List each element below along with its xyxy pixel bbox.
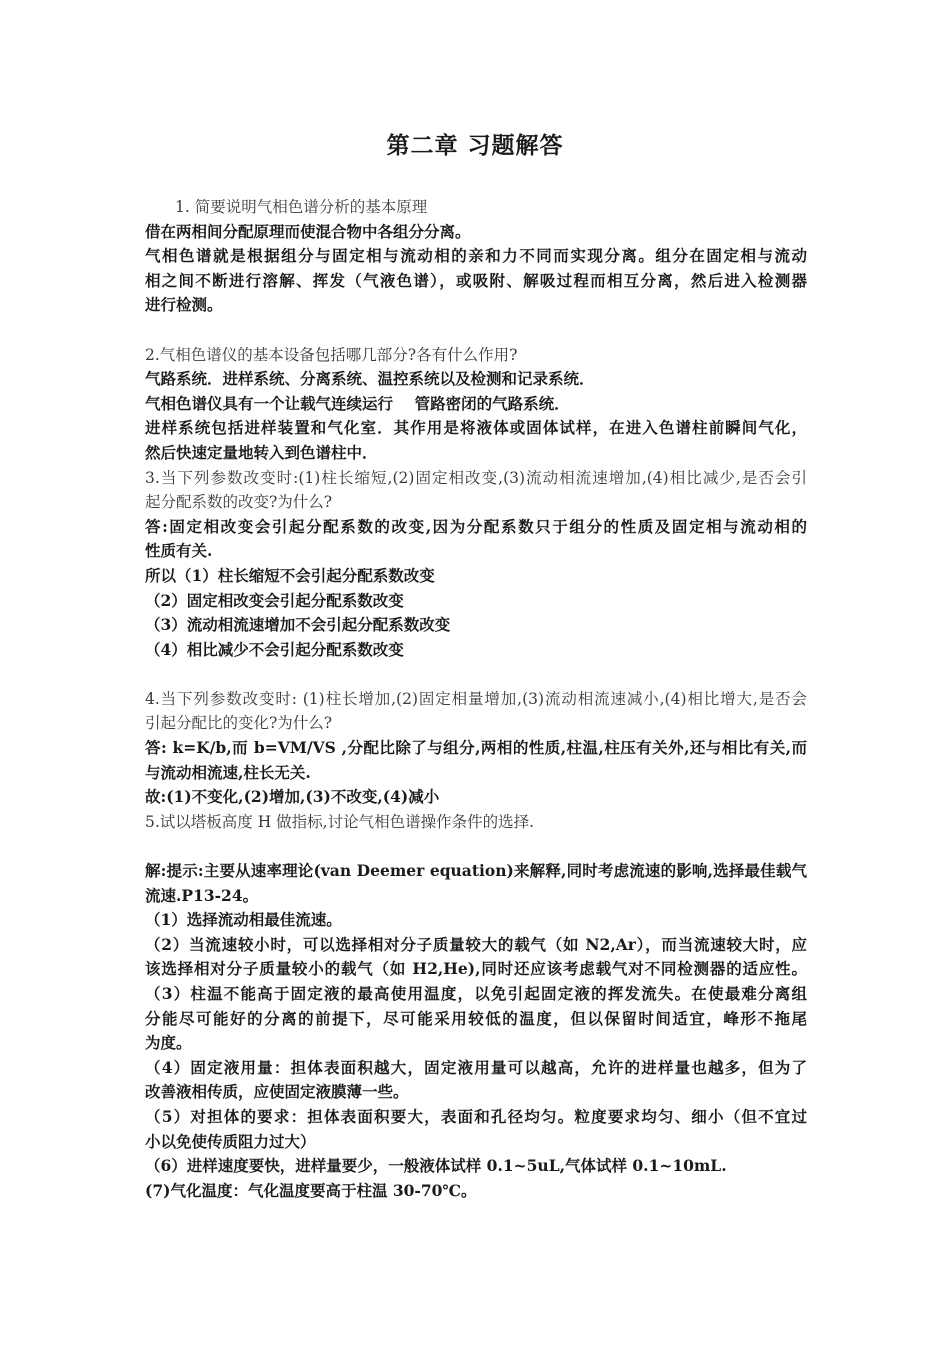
answer-5-line: 解:提示:主要从速率理论(van Deemer equation)来解释,同时考虑流速的影响,选择最佳载气 xyxy=(145,861,807,881)
spacer xyxy=(145,318,807,343)
question-4-cont: 引起分配比的变化?为什么? xyxy=(145,714,333,733)
answer-3-line: （2）固定相改变会引起分配系数改变 xyxy=(145,590,404,610)
question-1: 1. 简要说明气相色谱分析的基本原理 xyxy=(175,198,428,216)
answer-5-line: （6）进样速度要快，进样量要少，一般液体试样 0.1~5uL,气体试样 0.1~10mL. xyxy=(145,1156,727,1176)
answer-1-line: 气相色谱就是根据组分与固定相与流动相的亲和力不同而实现分离。组分在固定相与流动 xyxy=(145,246,807,266)
question-4: 4.当下列参数改变时: (1)柱长增加,(2)固定相量增加,(3)流动相流速减小,(4)相比增大,是否会 xyxy=(145,689,807,708)
answer-5-line: （5）对担体的要求：担体表面积要大，表面和孔径均匀。粒度要求均匀、细小（但不宜过 xyxy=(145,1106,807,1126)
spacer xyxy=(145,834,807,859)
answer-2-line: 然后快速定量地转入到色谱柱中． xyxy=(145,442,378,462)
content-body xyxy=(145,195,807,1203)
answer-3-line: （3）流动相流速增加不会引起分配系数改变 xyxy=(145,615,451,635)
answer-3-line: 性质有关. xyxy=(145,541,213,561)
question-3: 3.当下列参数改变时:(1)柱长缩短,(2)固定相改变,(3)流动相流速增加,(4)相比减少,是否会引 xyxy=(145,468,807,487)
question-5: 5.试以塔板高度 H 做指标,讨论气相色谱操作条件的选择. xyxy=(145,812,535,831)
answer-5-line: 为度。 xyxy=(145,1033,192,1053)
answer-5-line: （3）柱温不能高于固定液的最高使用温度，以免引起固定液的挥发流失。在使最难分离组 xyxy=(145,984,807,1003)
answer-4-line: 答: k=K/b,而 b=VM/VS ,分配比除了与组分,两相的性质,柱温,柱压有关外,还与相比有关,而 xyxy=(145,738,807,758)
answer-3-line: 答:固定相改变会引起分配系数的改变,因为分配系数只于组分的性质及固定相与流动相的 xyxy=(145,516,807,536)
answer-5-line: （2）当流速较小时，可以选择相对分子质量较大的载气（如 N2,Ar），而当流速较大时，应 xyxy=(145,934,807,954)
answer-4-line: 故:(1)不变化,(2)增加,(3)不改变,(4)减小 xyxy=(145,787,440,807)
answer-1-line: 借在两相间分配原理而使混合物中各组分分离。 xyxy=(145,221,471,241)
answer-5-line: (7)气化温度：气化温度要高于柱温 30-70℃。 xyxy=(145,1180,477,1200)
answer-4-line: 与流动相流速,柱长无关. xyxy=(145,762,311,782)
answer-3-line: 所以（1）柱长缩短不会引起分配系数改变 xyxy=(145,565,435,585)
question-3-cont: 起分配系数的改变?为什么? xyxy=(145,493,333,512)
page-title: 第二章 习题解答 xyxy=(386,132,564,159)
question-2: 2.气相色谱仪的基本设备包括哪几部分?各有什么作用? xyxy=(145,345,518,364)
answer-5-line: （4）固定液用量：担体表面积越大，固定液用量可以越高，允许的进样量也越多，但为了 xyxy=(145,1057,807,1077)
spacer xyxy=(145,662,807,687)
answer-1-line: 相之间不断进行溶解、挥发（气液色谱），或吸附、解吸过程而相互分离，然后进入检测器 xyxy=(145,270,807,290)
answer-5-line: 流速.P13-24。 xyxy=(145,885,259,905)
answer-5-line: （1）选择流动相最佳流速。 xyxy=(145,910,342,930)
answer-1-line: 进行检测。 xyxy=(145,295,223,315)
answer-2-line: 气相色谱仪具有一个让载气连续运行 管路密闭的气路系统． xyxy=(145,393,570,413)
answer-3-line: （4）相比减少不会引起分配系数改变 xyxy=(145,639,404,659)
answer-2-line: 气路系统．进样系统、分离系统、温控系统以及检测和记录系统． xyxy=(145,369,595,389)
answer-5-line: 改善液相传质，应使固定液膜薄一些。 xyxy=(145,1082,409,1102)
answer-5-line: 小以免使传质阻力过大） xyxy=(145,1131,316,1151)
answer-5-line: 分能尽可能好的分离的前提下，尽可能采用较低的温度，但以保留时间适宜，峰形不拖尾 xyxy=(145,1008,807,1028)
answer-2-line: 进样系统包括进样装置和气化室．其作用是将液体或固体试样，在进入色谱柱前瞬间气化， xyxy=(145,418,807,438)
answer-5-line: 该选择相对分子质量较小的载气（如 H2,He),同时还应该考虑载气对不同检测器的适应性。 xyxy=(145,959,807,979)
